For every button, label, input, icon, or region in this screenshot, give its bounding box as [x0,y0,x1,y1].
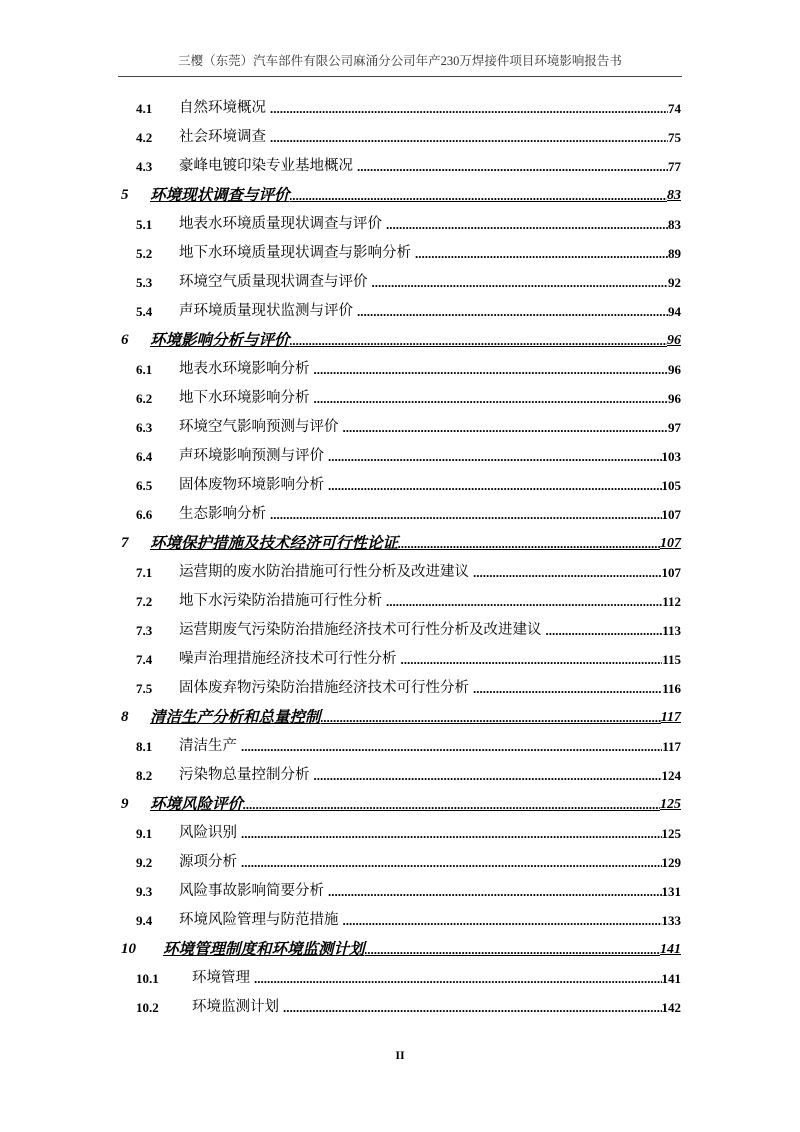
toc-section-entry [136,993,681,1022]
toc-section-entry [136,297,681,326]
toc-entry-title: 地下水污染防治措施可行性分析 [179,593,382,609]
toc-chapter-entry [121,703,681,732]
toc-dot-leader [310,355,669,384]
toc-section-entry [136,964,681,993]
toc-dot-leader [353,152,668,181]
toc-entry-number: 9.4 [136,913,153,928]
toc-entry-page: 117 [662,739,681,754]
toc-entry-page: 96 [668,391,681,406]
toc-entry-title: 环境影响分析与评价 [150,332,290,349]
toc-dot-leader [290,326,667,355]
running-header-title: 三樱（东莞）汽车部件有限公司麻涌分公司年产230万焊接件项目环境影响报告书 [178,54,622,68]
toc-section-entry [136,152,681,181]
toc-section-entry [136,442,681,471]
toc-entry-title: 环境空气质量现状调查与评价 [179,274,368,290]
toc-entry-number: 6.2 [136,391,153,406]
toc-entry-page: 125 [660,797,681,812]
toc-dot-leader [411,239,668,268]
toc-section-entry [136,239,681,268]
toc-entry-title: 固体废弃物污染防治措施经济技术可行性分析 [179,680,469,696]
toc-dot-leader [542,616,663,645]
toc-dot-leader [324,471,662,500]
toc-entry-title: 环境空气影响预测与评价 [179,419,339,435]
toc-dot-leader [266,123,668,152]
toc-entry-number: 9.2 [136,855,153,870]
toc-section-entry [136,848,681,877]
toc-dot-leader [382,210,668,239]
toc-dot-leader [353,297,668,326]
toc-entry-page: 115 [662,652,681,667]
toc-section-entry [136,906,681,935]
toc-entry-number: 7 [121,535,129,551]
toc-entry-page: 141 [660,942,681,957]
toc-entry-title: 地下水环境质量现状调查与影响分析 [179,245,411,261]
toc-entry-title: 噪声治理措施经济技术可行性分析 [179,651,397,667]
toc-entry-page: 74 [668,101,681,116]
toc-dot-leader [469,674,662,703]
toc-section-entry [136,210,681,239]
toc-dot-leader [397,645,663,674]
toc-entry-title: 环境监测计划 [192,999,279,1015]
toc-entry-number: 6.1 [136,362,153,377]
toc-dot-leader [250,964,662,993]
toc-entry-page: 125 [661,826,681,841]
toc-entry-title: 环境管理制度和环境监测计划 [163,941,365,958]
toc-entry-number: 10.2 [136,1000,159,1015]
toc-entry-title: 固体废物环境影响分析 [179,477,324,493]
toc-dot-leader [237,848,662,877]
toc-entry-number: 4.3 [136,159,153,174]
toc-entry-title: 污染物总量控制分析 [179,767,310,783]
toc-entry-number: 10 [121,941,136,957]
toc-entry-number: 5.4 [136,304,153,319]
toc-entry-page: 107 [660,536,681,551]
toc-dot-leader [266,500,662,529]
toc-entry-page: 77 [668,159,681,174]
toc-entry-title: 豪峰电镀印染专业基地概况 [179,158,353,174]
toc-entry-page: 131 [661,884,681,899]
toc-entry-title: 地表水环境影响分析 [179,361,310,377]
toc-entry-page: 129 [661,855,681,870]
toc-chapter-entry [121,790,681,819]
toc-entry-page: 107 [661,507,681,522]
toc-entry-number: 4.2 [136,130,153,145]
toc-section-entry [136,558,681,587]
toc-entry-number: 9.3 [136,884,153,899]
toc-entry-number: 5.1 [136,217,153,232]
toc-section-entry [136,732,681,761]
toc-entry-page: 89 [668,246,681,261]
toc-entry-page: 142 [661,1000,681,1015]
toc-entry-page: 83 [667,188,681,203]
toc-entry-page: 113 [662,623,681,638]
toc-entry-number: 7.3 [136,623,153,638]
toc-section-entry [136,645,681,674]
toc-entry-title: 风险识别 [179,825,237,841]
toc-entry-title: 清洁生产 [179,738,237,754]
toc-dot-leader [290,181,667,210]
toc-dot-leader [310,384,669,413]
toc-entry-title: 地表水环境质量现状调查与评价 [179,216,382,232]
toc-section-entry [136,761,681,790]
toc-section-entry [136,471,681,500]
toc-entry-page: 96 [668,362,681,377]
toc-entry-title: 清洁生产分析和总量控制 [150,709,321,726]
toc-entry-number: 7.2 [136,594,153,609]
toc-entry-page: 107 [661,565,681,580]
toc-entry-page: 105 [661,478,681,493]
toc-section-entry [136,384,681,413]
toc-entry-page: 97 [668,420,681,435]
toc-dot-leader [365,935,660,964]
toc-entry-number: 8 [121,709,129,725]
toc-entry-title: 声环境质量现状监测与评价 [179,303,353,319]
toc-chapter-entry [121,935,681,964]
toc-entry-number: 6 [121,332,129,348]
toc-entry-page: 94 [668,304,681,319]
toc-entry-number: 5.3 [136,275,153,290]
toc-entry-title: 生态影响分析 [179,506,266,522]
toc-dot-leader [469,558,662,587]
toc-entry-number: 6.6 [136,507,153,522]
toc-entry-title: 自然环境概况 [179,100,266,116]
toc-section-entry [136,500,681,529]
toc-entry-page: 117 [660,710,681,725]
toc-entry-title: 运营期废气污染防治措施经济技术可行性分析及改进建议 [179,622,542,638]
toc-entry-page: 141 [661,971,681,986]
toc-entry-number: 6.4 [136,449,153,464]
toc-entry-page: 103 [661,449,681,464]
toc-section-entry [136,268,681,297]
toc-entry-title: 环境风险管理与防范措施 [179,912,339,928]
toc-entry-page: 112 [662,594,681,609]
toc-dot-leader [321,703,661,732]
toc-entry-number: 8.2 [136,768,153,783]
toc-dot-leader [398,529,660,558]
toc-chapter-entry [121,326,681,355]
toc-dot-leader [339,906,662,935]
toc-section-entry [136,123,681,152]
toc-entry-title: 环境现状调查与评价 [150,187,290,204]
toc-section-entry [136,877,681,906]
toc-entry-title: 社会环境调查 [179,129,266,145]
toc-entry-number: 4.1 [136,101,153,116]
toc-entry-page: 92 [668,275,681,290]
toc-entry-number: 5.2 [136,246,153,261]
toc-entry-title: 源项分析 [179,854,237,870]
toc-dot-leader [368,268,669,297]
toc-section-entry [136,616,681,645]
page-number: II [395,1048,405,1062]
toc-entry-page: 75 [668,130,681,145]
toc-entry-title: 环境风险评价 [150,796,244,813]
toc-entry-number: 5 [121,187,129,203]
toc-entry-number: 7.5 [136,681,153,696]
toc-entry-number: 10.1 [136,971,159,986]
toc-dot-leader [382,587,662,616]
toc-dot-leader [324,442,662,471]
toc-entry-number: 7.4 [136,652,153,667]
toc-section-entry [136,819,681,848]
toc-entry-title: 环境管理 [192,970,250,986]
toc-section-entry [136,355,681,384]
toc-entry-number: 7.1 [136,565,153,580]
toc-entry-title: 环境保护措施及技术经济可行性论证 [150,535,399,552]
toc-dot-leader [339,413,669,442]
toc-dot-leader [310,761,662,790]
toc-entry-number: 8.1 [136,739,153,754]
toc-dot-leader [324,877,662,906]
toc-section-entry [136,413,681,442]
toc-dot-leader [237,732,662,761]
toc-entry-number: 9 [121,796,129,812]
toc-entry-number: 9.1 [136,826,153,841]
toc-section-entry [136,674,681,703]
toc-chapter-entry [121,181,681,210]
toc-entry-page: 116 [662,681,681,696]
toc-entry-page: 133 [661,913,681,928]
toc-chapter-entry [121,529,681,558]
toc-entry-page: 124 [661,768,681,783]
toc-section-entry [136,587,681,616]
toc-dot-leader [237,819,662,848]
toc-section-entry [136,94,681,123]
toc-dot-leader [266,94,668,123]
toc-entry-page: 83 [668,217,681,232]
toc-entry-number: 6.5 [136,478,153,493]
toc-entry-title: 运营期的废水防治措施可行性分析及改进建议 [179,564,469,580]
toc-entry-title: 声环境影响预测与评价 [179,448,324,464]
toc-dot-leader [279,993,662,1022]
toc-dot-leader [243,790,660,819]
toc-entry-title: 地下水环境影响分析 [179,390,310,406]
toc-entry-number: 6.3 [136,420,153,435]
toc-entry-title: 风险事故影响简要分析 [179,883,324,899]
toc-entry-page: 96 [667,333,681,348]
